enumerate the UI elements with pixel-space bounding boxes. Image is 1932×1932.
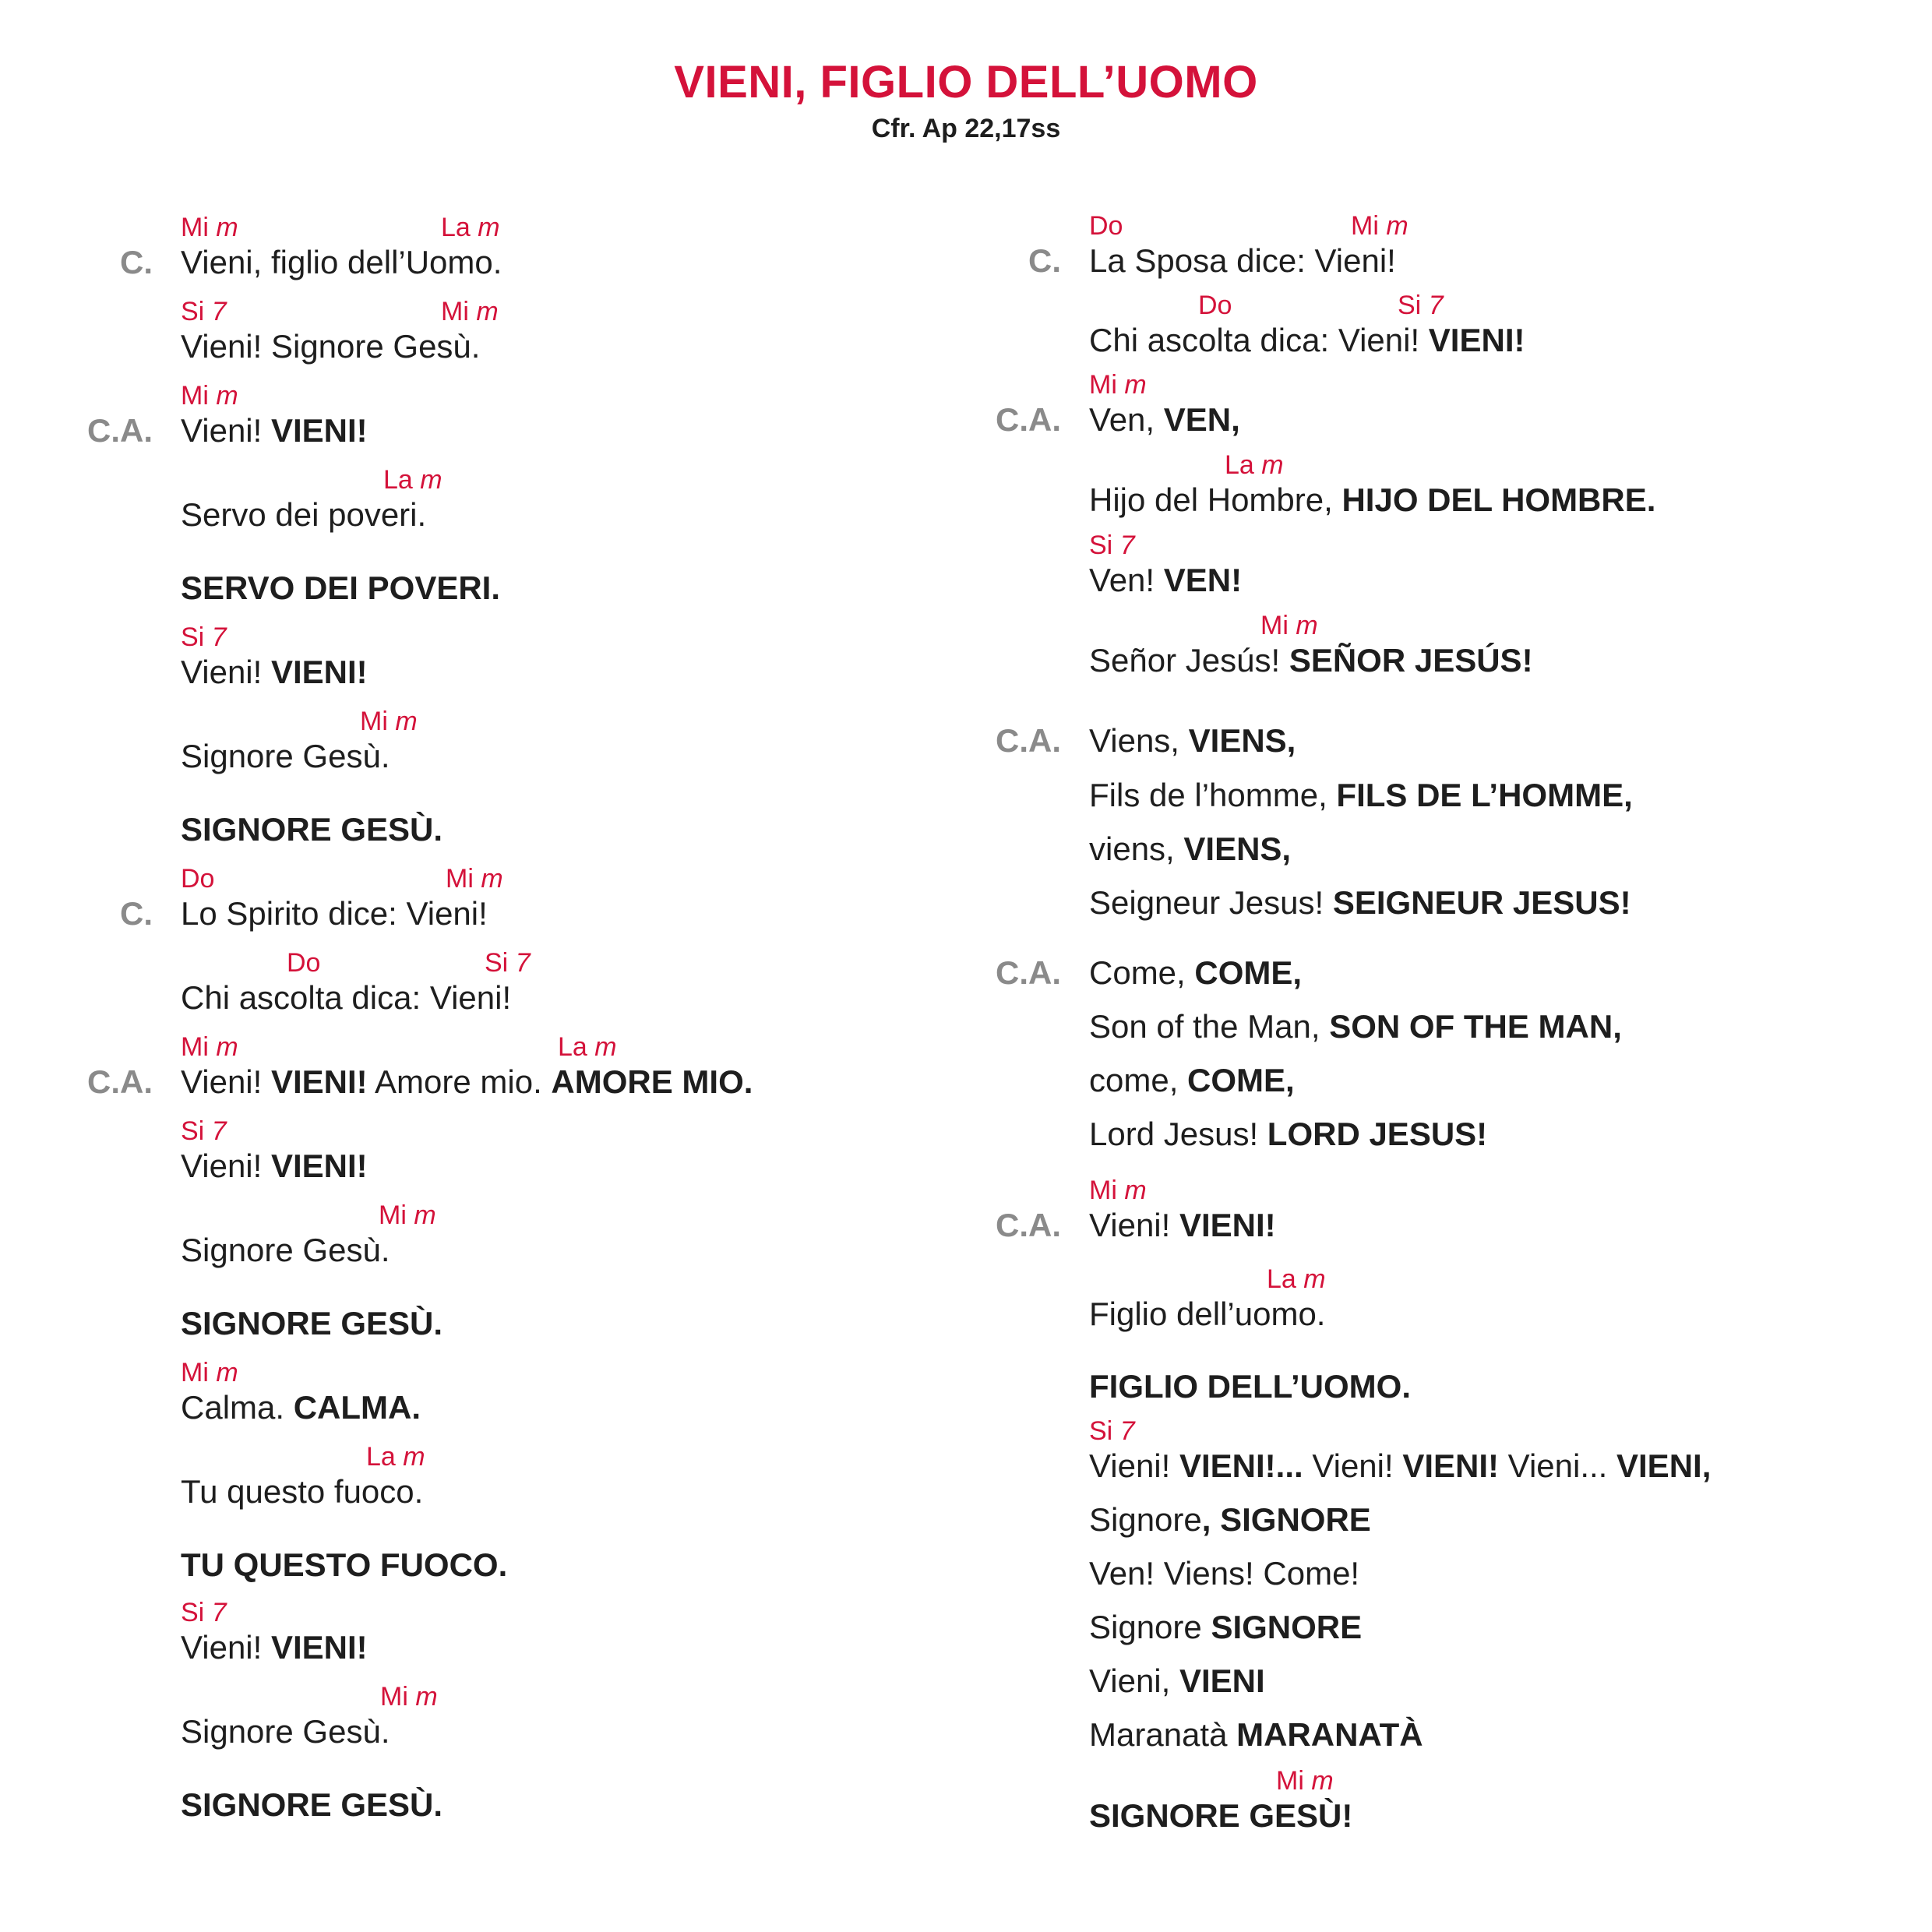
lyric-segment: Vieni! (181, 654, 271, 690)
chord-label (1351, 210, 1408, 242)
lyric-segment: Hijo del Hombre, (1089, 481, 1342, 518)
lyric-segment: Vieni! (181, 1148, 271, 1184)
lyric-response-bold: MARANATÀ (1236, 1716, 1423, 1753)
chord-label (287, 947, 320, 978)
chord-quality: m (216, 1032, 238, 1062)
chord-root: Mi (1089, 370, 1117, 400)
chord-label (1225, 450, 1284, 481)
lyric-segment: Signore Gesù. (181, 738, 390, 774)
lyric-segment: Señor Jesús! (1089, 642, 1289, 679)
chord-root: Si (1089, 1416, 1113, 1446)
chord-root: Mi (1260, 611, 1289, 640)
lyric-response-bold: LORD JESUS! (1267, 1116, 1488, 1152)
chord-label (383, 464, 442, 495)
chord-label (360, 706, 418, 737)
lyric-segment: Servo dei poveri. (181, 496, 427, 533)
chord-root: Mi (181, 213, 209, 242)
lyric-response-bold: FIGLIO DELL’UOMO. (1089, 1368, 1411, 1405)
chord-quality: m (1303, 1264, 1326, 1294)
lyric-segment: Vieni... (1499, 1447, 1616, 1484)
singer-role-label: C.A. (87, 412, 153, 449)
lyric-text (181, 810, 442, 849)
lyric-segment: Ven! Viens! Come! (1089, 1555, 1360, 1592)
chord-root: Mi (181, 1032, 209, 1062)
chord-label (181, 296, 227, 327)
lyric-text (1089, 830, 1291, 869)
lyric-segment: Signore Gesù. (181, 1713, 390, 1750)
lyric-segment: Signore (1089, 1501, 1202, 1538)
chord-quality: m (403, 1442, 425, 1472)
lyric-text (181, 978, 511, 1017)
lyric-segment: Fils de l’homme, (1089, 777, 1337, 813)
lyric-segment: La Sposa dice: Vieni! (1089, 242, 1396, 279)
chord-root: Mi (360, 707, 388, 736)
lyric-text (181, 1388, 421, 1427)
chord-quality: m (1124, 370, 1147, 400)
chord-root: Do (181, 864, 215, 894)
chord-quality: m (1386, 211, 1408, 241)
chord-root: Si (181, 1598, 205, 1627)
lyric-response-bold: VIENI! (270, 1063, 368, 1100)
lyric-segment: Vieni, figlio dell’Uomo. (181, 244, 502, 280)
lyric-segment: Maranatà (1089, 1716, 1237, 1753)
chord-root: Si (181, 297, 205, 326)
chord-label (1089, 210, 1123, 242)
lyric-response-bold: VIENS, (1183, 830, 1292, 867)
chord-root: Si (485, 948, 509, 978)
singer-role-label: C.A. (87, 1063, 153, 1100)
lyric-response-bold: VIENI! (1179, 1207, 1276, 1243)
chord-label (558, 1031, 617, 1063)
lyric-text (181, 894, 488, 933)
lyric-text (181, 1472, 423, 1511)
lyric-text (1089, 641, 1533, 680)
chord-quality: m (1296, 611, 1318, 640)
chord-quality: 7 (211, 1598, 227, 1627)
lyric-text (1089, 400, 1240, 439)
chord-quality: m (478, 213, 500, 242)
singer-role-label: C. (120, 895, 153, 932)
chord-label (181, 1031, 238, 1063)
lyric-segment: viens, (1089, 830, 1184, 867)
lyric-segment: Vieni, (1089, 1662, 1179, 1699)
chord-quality: m (414, 1200, 436, 1230)
chord-root: La (383, 465, 413, 495)
lyric-text (181, 1063, 753, 1102)
chord-quality: m (395, 707, 418, 736)
chord-quality: m (1261, 450, 1284, 480)
chord-quality: 7 (211, 1116, 227, 1146)
lyric-text (1089, 1061, 1295, 1100)
lyric-segment: Viens, (1089, 722, 1189, 759)
lyric-segment: Amore mio. (367, 1063, 552, 1100)
lyric-response-bold: , SIGNORE (1201, 1501, 1371, 1538)
lyric-text (1089, 1796, 1352, 1835)
lyric-segment: Chi ascolta dica: Vieni! (181, 979, 512, 1016)
singer-role-label: C.A. (996, 954, 1061, 991)
lyric-text (181, 243, 502, 282)
chord-root: Mi (379, 1200, 407, 1230)
lyric-text (181, 1786, 442, 1824)
lyric-response-bold: SERVO DEI POVERI. (181, 569, 501, 606)
chord-root: Mi (441, 297, 469, 326)
chord-label (181, 863, 214, 894)
chord-quality: m (1124, 1176, 1147, 1205)
lyric-segment: Vieni! (181, 1063, 271, 1100)
singer-role-label: C. (1028, 242, 1061, 279)
lyric-response-bold: SIGNORE (1211, 1609, 1363, 1645)
lyric-text (181, 327, 480, 366)
chord-quality: 7 (211, 622, 227, 652)
chord-label (1276, 1765, 1334, 1796)
lyric-response-bold: VIENI! (270, 1629, 368, 1666)
chord-label (181, 380, 238, 411)
lyric-text (181, 1628, 368, 1667)
chord-label (1089, 369, 1147, 400)
lyric-text (1089, 1662, 1265, 1701)
chord-quality: 7 (1119, 1416, 1135, 1446)
singer-role-label: C. (120, 244, 153, 280)
lyric-segment: Vieni! (181, 412, 271, 449)
lyric-text (181, 737, 390, 776)
lyric-response-bold: TU QUESTO FUOCO. (181, 1546, 508, 1583)
singer-role-label: C.A. (996, 722, 1061, 759)
lyric-segment: Tu questo fuoco. (181, 1473, 424, 1510)
lyric-segment: Seigneur Jesus! (1089, 884, 1333, 921)
chord-root: Mi (181, 381, 209, 411)
lyric-response-bold: AMORE MIO. (551, 1063, 753, 1100)
chord-root: Si (181, 622, 205, 652)
chord-root: Mi (1351, 211, 1379, 241)
chord-root: Do (1198, 291, 1232, 320)
lyric-response-bold: VEN, (1163, 401, 1240, 438)
song-title: VIENI, FIGLIO DELL’UOMO (674, 57, 1258, 108)
chord-root: La (1225, 450, 1254, 480)
lyric-text (181, 1546, 507, 1585)
lyric-segment: Signore Gesù. (181, 1232, 390, 1268)
chord-label (1089, 530, 1135, 561)
chord-label (446, 863, 503, 894)
lyric-segment: Ven! (1089, 562, 1164, 598)
chord-quality: m (481, 864, 503, 894)
lyric-response-bold: COME, (1194, 954, 1303, 991)
lyric-segment: Vieni! (1303, 1447, 1403, 1484)
chord-quality: 7 (1428, 291, 1444, 320)
chord-label (366, 1441, 425, 1472)
lyric-response-bold: VIENI, (1616, 1447, 1712, 1484)
chord-label (1398, 290, 1444, 321)
lyric-response-bold: FILS DE L’HOMME, (1336, 777, 1633, 813)
chord-label (181, 1357, 238, 1388)
lyric-text (1089, 1115, 1487, 1154)
chord-quality: m (594, 1032, 617, 1062)
lyric-text (1089, 1447, 1711, 1486)
lyric-segment: Lord Jesus! (1089, 1116, 1267, 1152)
chord-label (1267, 1264, 1326, 1295)
lyric-text (181, 495, 426, 534)
scripture-reference: Cfr. Ap 22,17ss (871, 114, 1061, 143)
lyric-text (1089, 321, 1525, 360)
lyric-response-bold: VIENI!... (1179, 1447, 1303, 1484)
lyric-response-bold: SIGNORE GESÙ. (181, 1786, 443, 1823)
lyric-text (181, 411, 368, 450)
chord-label (1198, 290, 1232, 321)
chord-root: Si (1089, 531, 1113, 560)
chord-root: Do (287, 948, 321, 978)
lyric-segment: Vieni! (181, 1629, 271, 1666)
chord-label (181, 1597, 227, 1628)
lyric-segment: Chi ascolta dica: Vieni! (1089, 322, 1429, 358)
lyric-text (1089, 1206, 1276, 1245)
lyric-text (1089, 481, 1655, 520)
lyric-segment: come, (1089, 1062, 1188, 1098)
lyric-text (1089, 1554, 1359, 1593)
chord-quality: 7 (515, 948, 531, 978)
chord-root: Mi (446, 864, 474, 894)
chord-label (1260, 610, 1318, 641)
lyric-text (181, 569, 500, 608)
chord-root: Si (1398, 291, 1422, 320)
lyric-text (181, 1231, 390, 1270)
chord-label (380, 1681, 438, 1712)
lyric-text (1089, 1715, 1423, 1754)
lyric-response-bold: VIENI! (270, 1148, 368, 1184)
chord-root: Mi (380, 1682, 408, 1712)
lyric-text (181, 1304, 442, 1343)
lyric-text (1089, 1295, 1325, 1334)
lyric-text (1089, 1608, 1362, 1647)
lyric-text (1089, 1500, 1371, 1539)
chord-label (441, 212, 500, 243)
chord-quality: 7 (1119, 531, 1135, 560)
lyric-segment: Calma. (181, 1389, 294, 1426)
chord-root: Mi (181, 1358, 209, 1387)
lyric-segment: Vieni! (1089, 1447, 1179, 1484)
lyric-text (1089, 1007, 1622, 1046)
lyric-response-bold: VIENI! (270, 412, 368, 449)
lyric-segment: Vieni! Signore Gesù. (181, 328, 481, 365)
lyric-text (181, 653, 368, 692)
singer-role-label: C.A. (996, 1207, 1061, 1243)
lyric-response-bold: SIGNORE GESÙ. (181, 1305, 443, 1341)
lyric-segment: Signore (1089, 1609, 1211, 1645)
chord-root: Si (181, 1116, 205, 1146)
lyric-text (181, 1712, 390, 1751)
chord-quality: m (1311, 1766, 1334, 1796)
chord-root: La (558, 1032, 587, 1062)
lyric-segment: Son of the Man, (1089, 1008, 1330, 1045)
chord-quality: m (216, 213, 238, 242)
chord-label (1089, 1416, 1135, 1447)
chord-label (441, 296, 499, 327)
chord-quality: 7 (211, 297, 227, 326)
chord-quality: m (415, 1682, 438, 1712)
lyric-segment: Figlio dell’uomo. (1089, 1296, 1326, 1332)
chord-label (181, 212, 238, 243)
lyric-response-bold: VIENS, (1188, 722, 1296, 759)
lyric-response-bold: VIENI! (1428, 322, 1525, 358)
chord-root: La (1267, 1264, 1296, 1294)
lyric-segment: Ven, (1089, 401, 1164, 438)
lyric-segment: Vieni! (1089, 1207, 1179, 1243)
lyric-response-bold: VEN! (1163, 562, 1243, 598)
lyric-response-bold: HIJO DEL HOMBRE. (1341, 481, 1656, 518)
lyric-response-bold: COME, (1187, 1062, 1295, 1098)
chord-label (379, 1200, 436, 1231)
chord-root: Mi (1089, 1176, 1117, 1205)
lyric-text (1089, 954, 1302, 992)
lyric-response-bold: SON OF THE MAN, (1329, 1008, 1622, 1045)
chord-label (181, 622, 227, 653)
chord-root: La (441, 213, 471, 242)
lyric-response-bold: SIGNORE GESÙ. (181, 811, 443, 848)
lyric-response-bold: CALMA. (293, 1389, 421, 1426)
lyric-text (1089, 776, 1633, 815)
lyric-response-bold: VIENI! (1402, 1447, 1500, 1484)
singer-role-label: C.A. (996, 401, 1061, 438)
chord-label (181, 1116, 227, 1147)
chord-quality: m (420, 465, 442, 495)
lyric-segment: Come, (1089, 954, 1195, 991)
lyric-text (1089, 721, 1296, 760)
chord-quality: m (216, 381, 238, 411)
lyric-response-bold: VIENI! (270, 654, 368, 690)
chord-root: La (366, 1442, 396, 1472)
chord-label (1089, 1175, 1147, 1206)
lyric-segment: Lo Spirito dice: Vieni! (181, 895, 488, 932)
lyric-response-bold: SEIGNEUR JESUS! (1332, 884, 1631, 921)
lyric-text (1089, 1367, 1411, 1406)
lyric-text (1089, 242, 1396, 280)
chord-quality: m (476, 297, 499, 326)
lyric-text (1089, 883, 1631, 922)
lyric-response-bold: SIGNORE GESÙ! (1089, 1797, 1353, 1834)
lyric-response-bold: VIENI (1179, 1662, 1265, 1699)
chord-root: Do (1089, 211, 1123, 241)
lyric-text (181, 1147, 368, 1186)
chord-root: Mi (1276, 1766, 1304, 1796)
chord-label (485, 947, 531, 978)
lyric-response-bold: SEÑOR JESÚS! (1289, 642, 1533, 679)
lyric-text (1089, 561, 1242, 600)
chord-quality: m (216, 1358, 238, 1387)
